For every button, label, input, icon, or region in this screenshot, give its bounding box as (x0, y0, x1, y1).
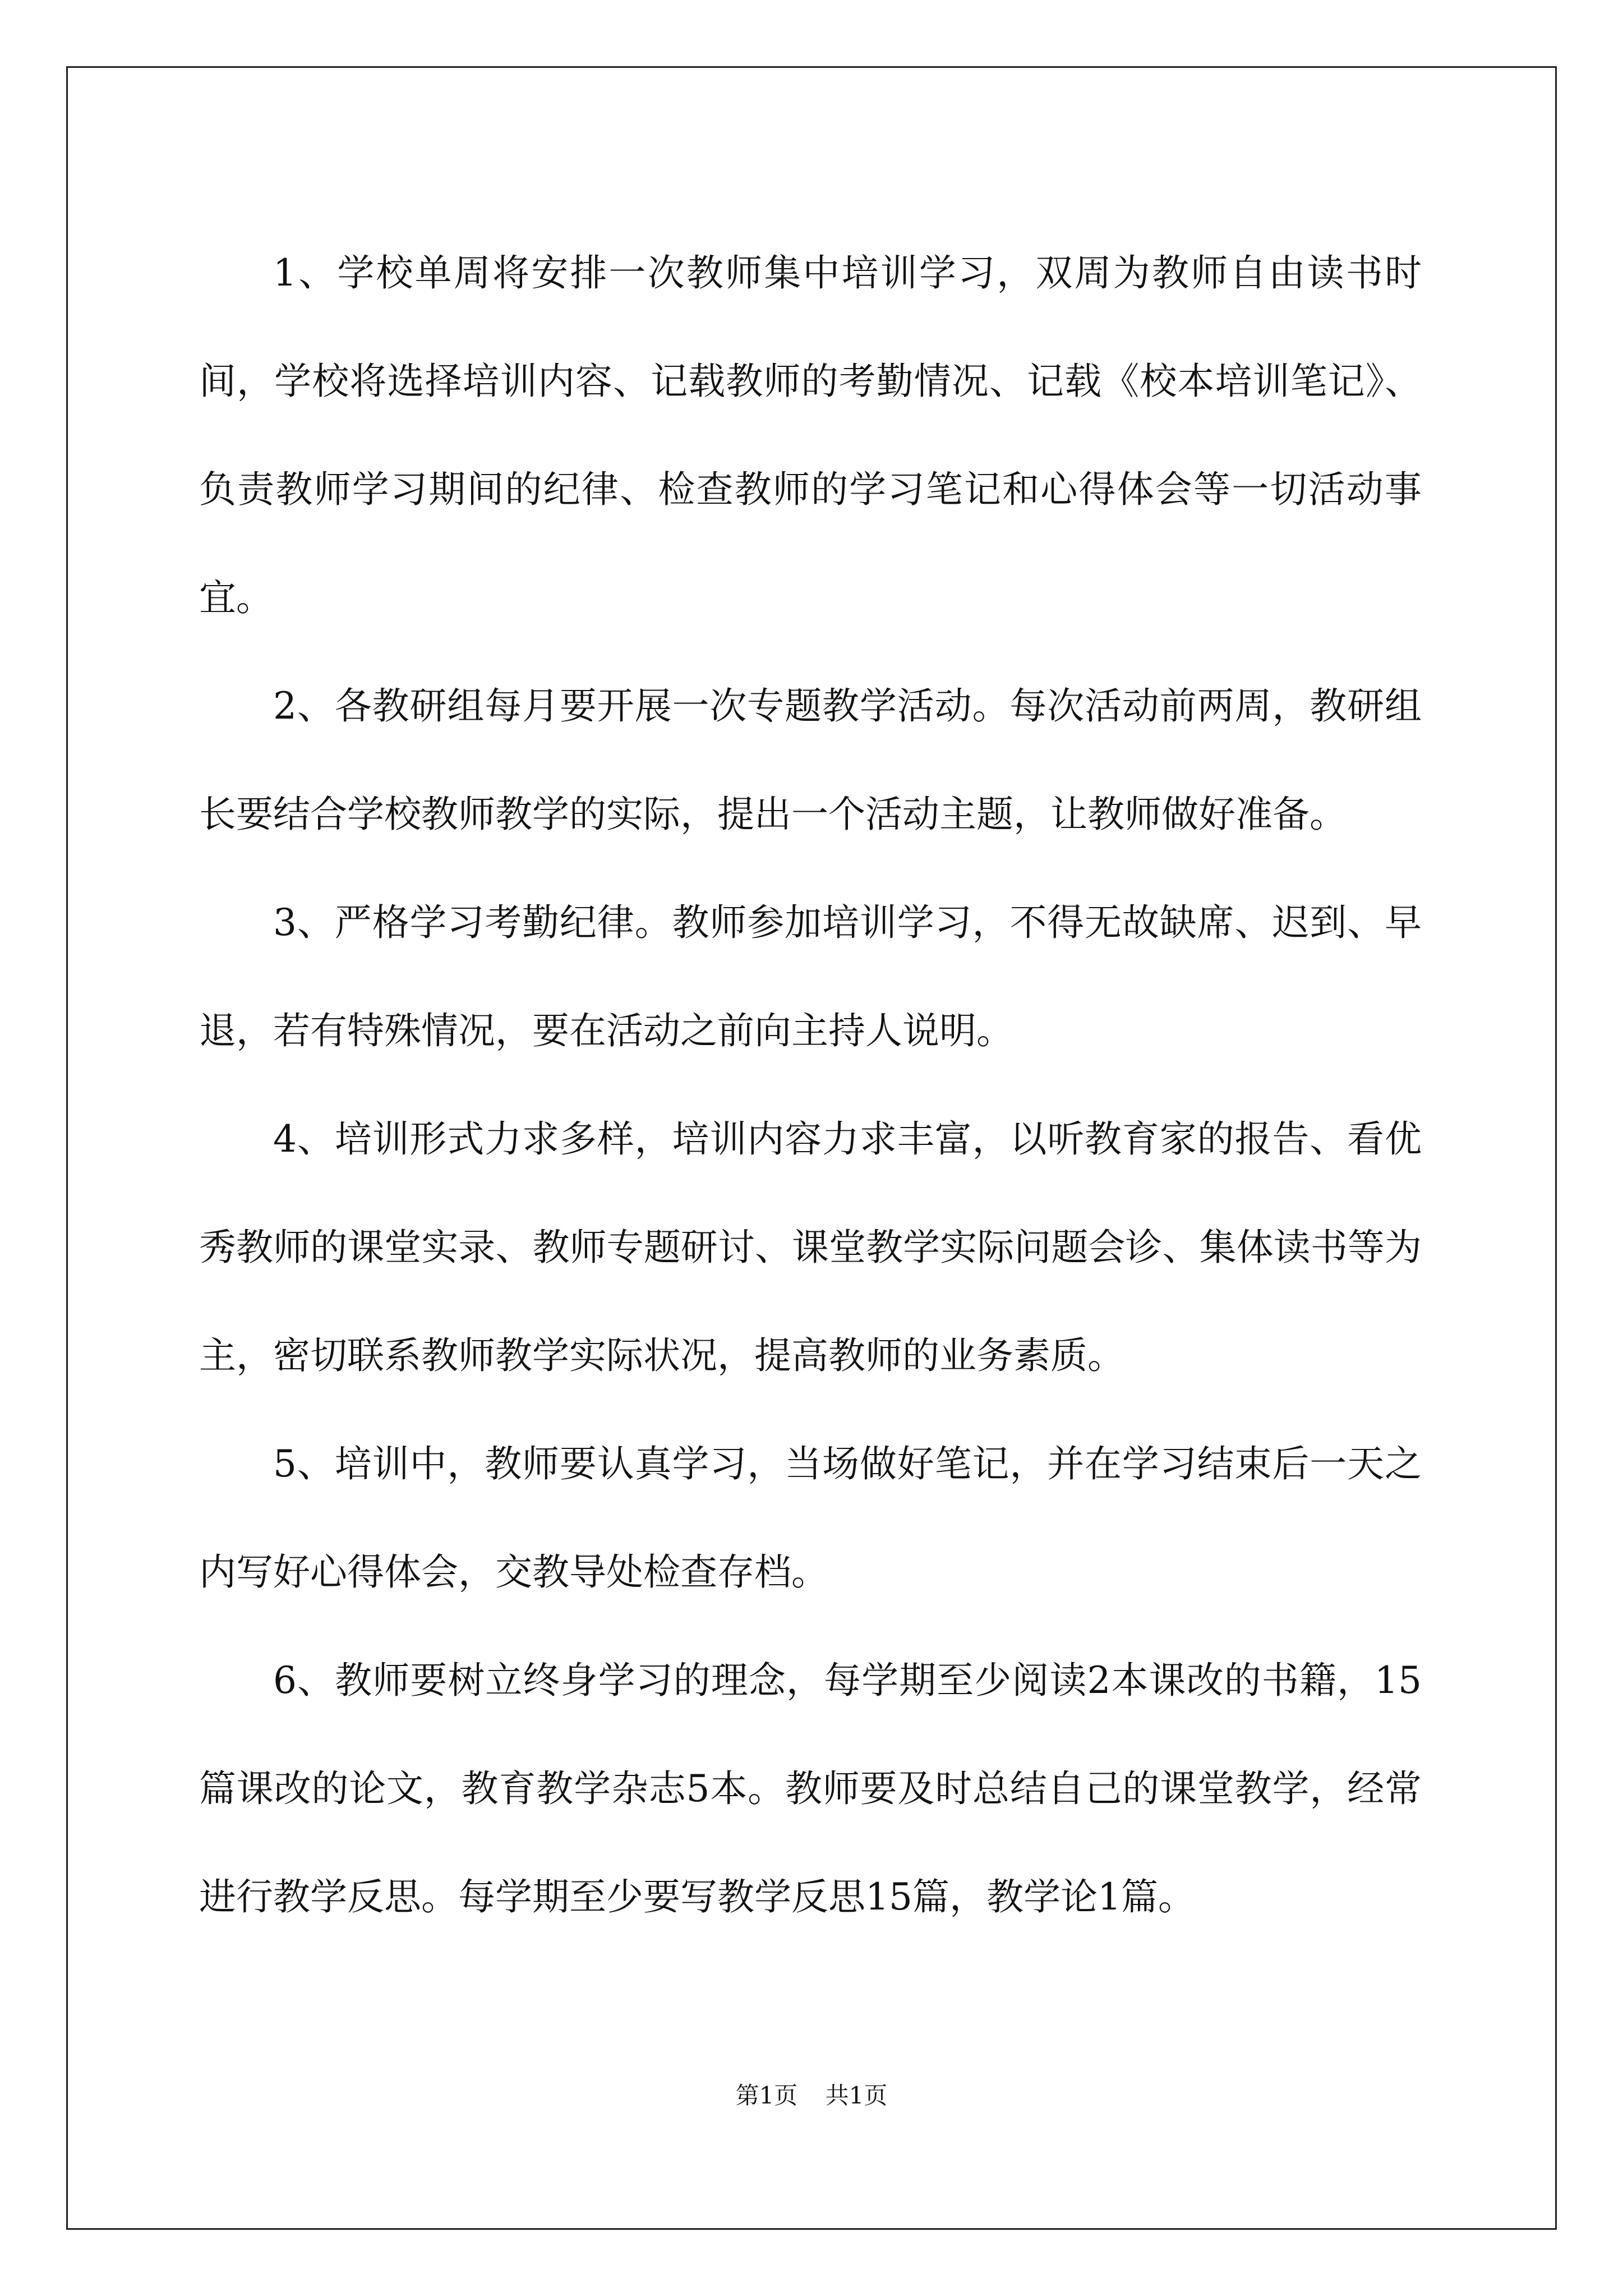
paragraph-2: 2、各教研组每月要开展一次专题教学活动。每次活动前两周，教研组长要结合学校教师教学的实际，提出一个活动主题，让教师做好准备。 (199, 684, 1422, 836)
document-body (199, 219, 1422, 1951)
page-number-total: 共1页 (825, 2082, 888, 2109)
paragraph-3: 3、严格学习考勤纪律。教师参加培训学习，不得无故缺席、迟到、早退，若有特殊情况，要在活动之前向主持人说明。 (199, 901, 1422, 1052)
page-number-current: 第1页 (735, 2082, 798, 2109)
paragraph-1: 1、学校单周将安排一次教师集中培训学习，双周为教师自由读书时间，学校将选择培训内容、记载教师的考勤情况、记载《校本培训笔记》、负责教师学习期间的纪律、检查教师的学习笔记和心得体会等一切活动事宜。 (199, 251, 1422, 619)
page-footer (0, 2079, 1623, 2113)
paragraph-6: 6、教师要树立终身学习的理念，每学期至少阅读2本课改的书籍，15篇课改的论文，教育教学杂志5本。教师要及时总结自己的课堂教学，经常进行教学反思。每学期至少要写教学反思15篇，教学论1篇。 (199, 1659, 1422, 1918)
paragraph-5: 5、培训中，教师要认真学习，当场做好笔记，并在学习结束后一天之内写好心得体会，交教导处检查存档。 (199, 1442, 1422, 1594)
paragraph-4: 4、培训形式力求多样，培训内容力求丰富，以听教育家的报告、看优秀教师的课堂实录、教师专题研讨、课堂教学实际问题会诊、集体读书等为主，密切联系教师教学实际状况，提高教师的业务素质。 (199, 1117, 1422, 1377)
